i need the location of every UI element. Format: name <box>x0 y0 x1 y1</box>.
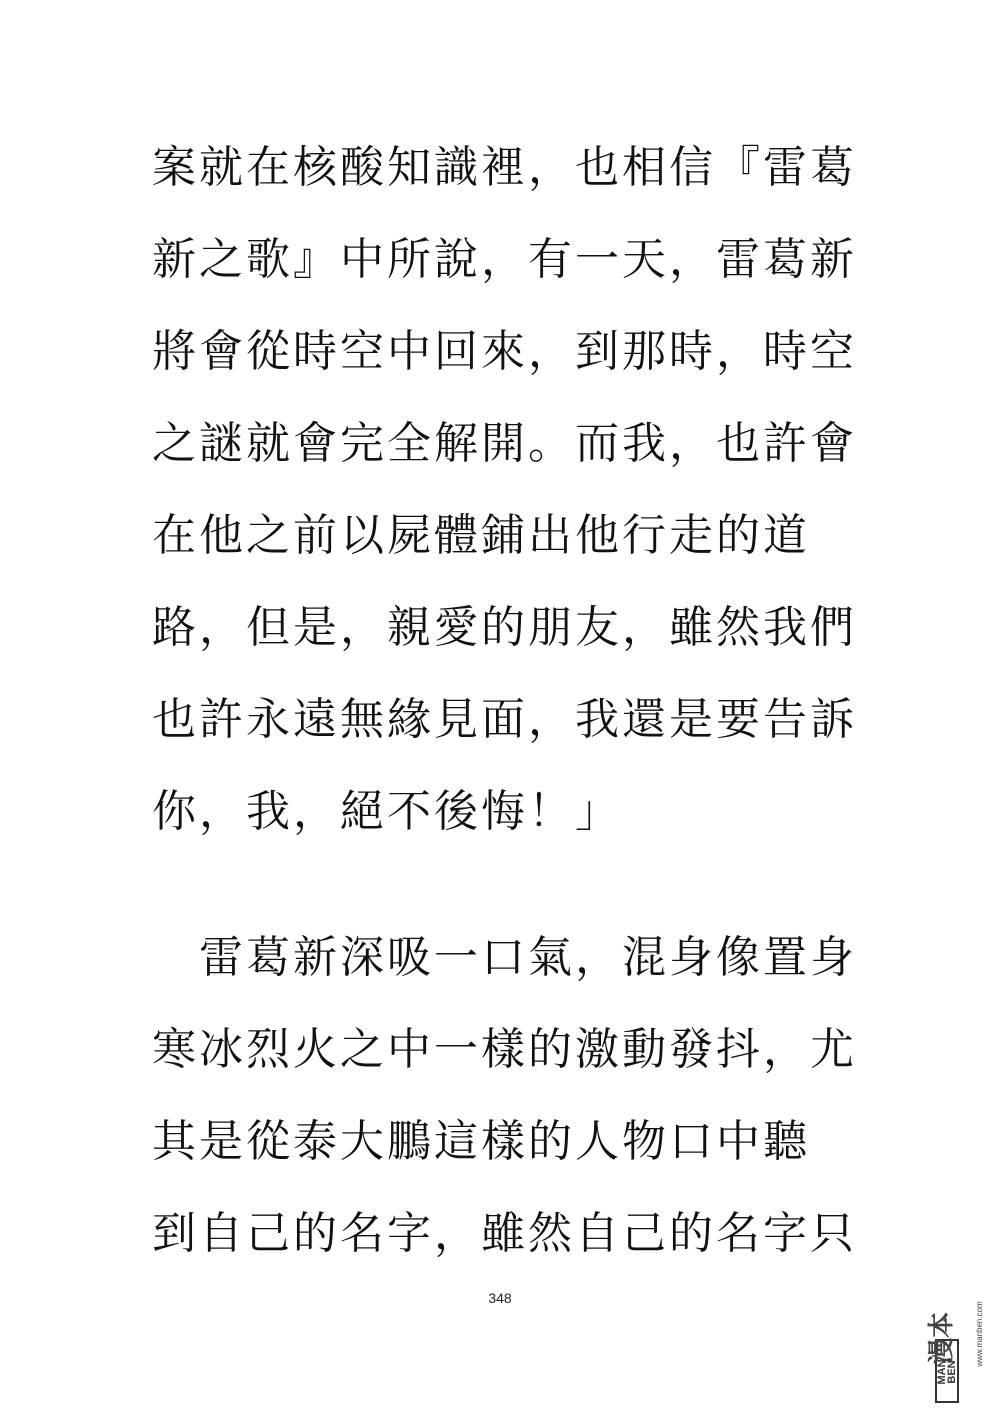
watermark-side-text-1: MAN <box>936 1359 948 1385</box>
text-line: 路，但是，親愛的朋友，雖然我們 <box>152 602 857 653</box>
text-line: 寒冰烈火之中一樣的激動發抖，尤 <box>152 1024 857 1075</box>
text-line: 也許永遠無緣見面，我還是要告訴 <box>152 694 857 745</box>
paragraph-1 <box>152 122 857 858</box>
watermark-logo <box>927 1262 992 1406</box>
text-line: 案就在核酸知識裡，也相信『雷葛 <box>152 142 857 193</box>
paragraph-2 <box>152 912 857 1280</box>
text-line: 之謎就會完全解開。而我，也許會 <box>152 418 857 469</box>
text-line: 其是從泰大鵬這樣的人物口中聽 <box>152 1116 810 1167</box>
text-line: 雷葛新深吸一口氣，混身像置身 <box>152 932 857 983</box>
page-number: 348 <box>488 1290 512 1306</box>
text-line: 在他之前以屍體鋪出他行走的道 <box>152 510 810 561</box>
text-line: 將會從時空中回來，到那時，時空 <box>152 326 857 377</box>
watermark-url: www.manben.com <box>975 1301 984 1367</box>
text-line: 新之歌』中所說，有一天，雷葛新 <box>152 234 857 285</box>
watermark-side-text-2: BEN <box>946 1360 958 1384</box>
text-line: 你，我，絕不後悔！」 <box>152 786 622 837</box>
text-line: 到自己的名字，雖然自己的名字只 <box>152 1208 857 1259</box>
watermark-logo-text: 漫本 <box>927 1311 957 1365</box>
